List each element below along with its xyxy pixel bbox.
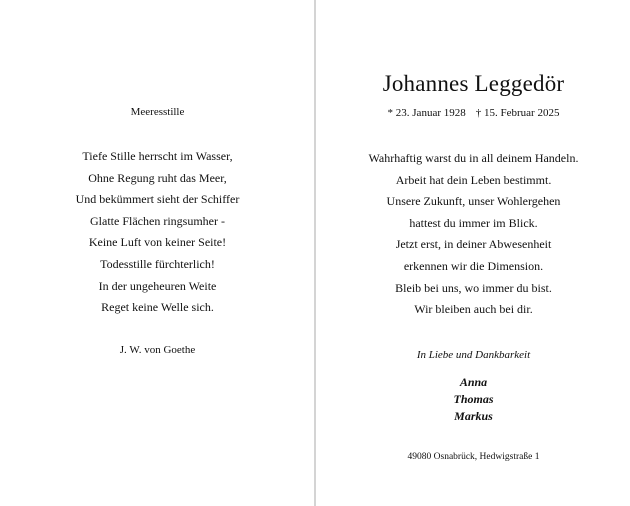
mourner-name: Anna: [459, 375, 488, 389]
mourner-name: Thomas: [453, 392, 494, 406]
poem-line: Und bekümmert sieht der Schiffer: [75, 192, 240, 207]
poem-author: J. W. von Goethe: [119, 344, 196, 356]
right-page: [317, 0, 630, 506]
birth-date: * 23. Januar 1928: [387, 107, 466, 119]
mourners-list: [317, 374, 630, 425]
deceased-name: Johannes Leggedör: [382, 71, 565, 96]
poem-line: In der ungeheuren Weite: [98, 278, 217, 293]
poem: [0, 146, 315, 319]
poem-line: Reget keine Welle sich.: [101, 300, 214, 315]
tribute-line: hattest du immer im Blick.: [409, 215, 538, 230]
poem-line: Keine Luft von keiner Seite!: [88, 235, 227, 250]
tribute-line: Arbeit hat dein Leben bestimmt.: [395, 172, 552, 187]
poem-line: Glatte Flächen ringsumher -: [90, 213, 225, 228]
tribute-line: Unsere Zukunft, unser Wohlergehen: [386, 194, 561, 209]
address: 49080 Osnabrück, Hedwigstraße 1: [407, 452, 540, 462]
tribute-line: Bleib bei uns, wo immer du bist.: [395, 280, 552, 295]
tribute-line: Jetzt erst, in deiner Abwesenheit: [395, 237, 552, 252]
life-dates: [317, 104, 630, 122]
mourner-name: Markus: [454, 409, 493, 423]
tribute-line: Wahrhaftig warst du in all deinem Handeln.: [368, 151, 579, 165]
dedication: In Liebe und Dankbarkeit: [416, 349, 531, 361]
page-fold-divider: [314, 0, 316, 506]
poem-line: Tiefe Stille herrscht im Wasser,: [82, 149, 233, 163]
poem-line: Ohne Regung ruht das Meer,: [88, 170, 227, 185]
death-date: † 15. Februar 2025: [475, 107, 560, 119]
poem-title: Meeresstille: [130, 106, 185, 118]
poem-line: Todesstille fürchterlich!: [100, 256, 215, 271]
tribute-line: erkennen wir die Dimension.: [403, 258, 544, 273]
tribute-text: [317, 148, 630, 321]
tribute-line: Wir bleiben auch bei dir.: [414, 302, 533, 317]
